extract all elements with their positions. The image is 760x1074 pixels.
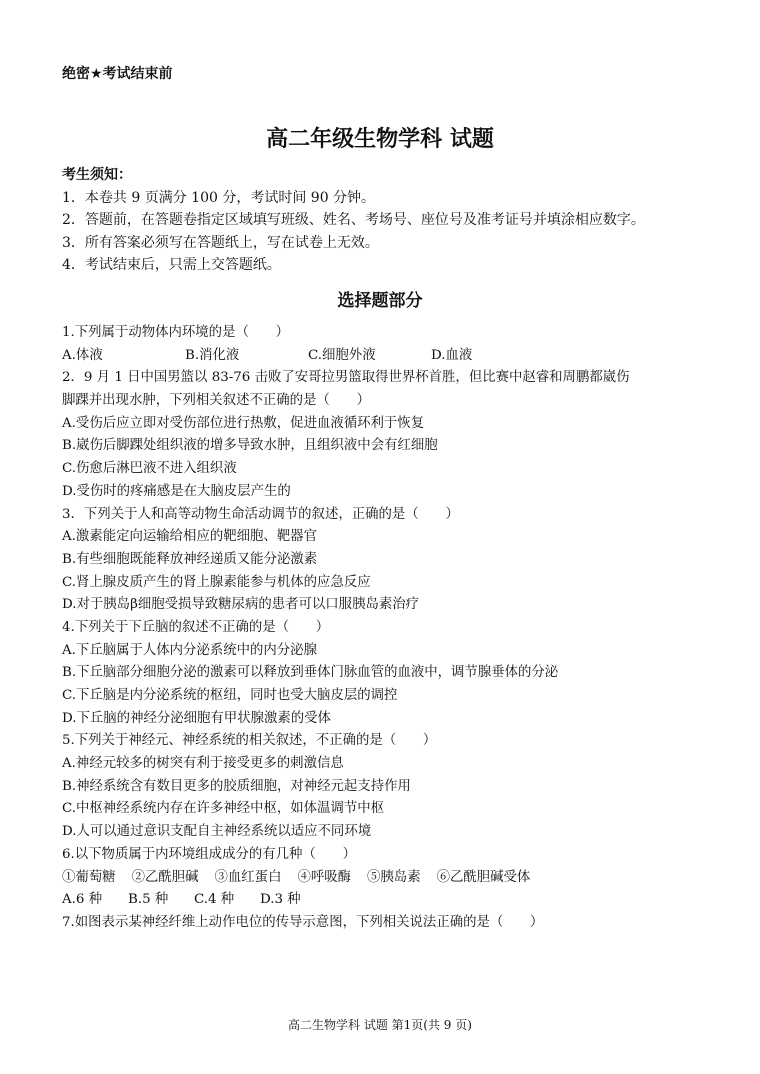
substance-item: ④呼吸酶 xyxy=(297,869,352,885)
page-footer: 高二生物学科 试题 第1页(共 9 页) xyxy=(288,1018,472,1032)
option: C.细胞外液 xyxy=(308,347,376,363)
option: C.伤愈后淋巴液不进入组织液 xyxy=(62,461,237,477)
substance-item: ③血红蛋白 xyxy=(214,869,282,885)
option: D.受伤时的疼痛感是在大脑皮层产生的 xyxy=(62,483,291,499)
option: A.下丘脑属于人体内分泌系统中的内分泌腺 xyxy=(62,642,317,658)
question-options xyxy=(62,345,712,368)
option: D.血液 xyxy=(431,347,473,363)
option: A.体液 xyxy=(62,347,103,363)
option: A.6 种 xyxy=(62,892,103,908)
question-stem: 7.如图表示某神经纤维上动作电位的传导示意图，下列相关说法正确的是（ ） xyxy=(62,914,544,930)
question-list xyxy=(62,322,712,935)
question-stem: 1.下列属于动物体内环境的是（ ） xyxy=(62,325,290,340)
option: A.神经元较多的树突有利于接受更多的刺激信息 xyxy=(62,756,344,772)
question-stem: 脚踝并出现水肿，下列相关叙述不正确的是（ ） xyxy=(62,393,370,409)
option: B.有些细胞既能释放神经递质又能分泌激素 xyxy=(62,551,318,567)
substance-item: ⑤胰岛素 xyxy=(367,869,421,885)
substance-item: ⑥乙酰胆碱受体 xyxy=(436,869,531,885)
option: B.崴伤后脚踝处组织液的增多导致水肿，且组织液中会有红细胞 xyxy=(62,438,438,454)
option: A.激素能定向运输给相应的靶细胞、靶器官 xyxy=(62,529,317,545)
notice-item: 1．本卷共 9 页满分 100 分，考试时间 90 分钟。 xyxy=(62,189,376,206)
option: D.下丘脑的神经分泌细胞有甲状腺激素的受体 xyxy=(62,710,331,726)
option: B.5 种 xyxy=(128,892,169,908)
substance-item: ①葡萄糖 xyxy=(62,869,116,885)
confidential-label: 绝密★考试结束前 xyxy=(62,66,173,82)
notice-item: 3．所有答案必须写在答题纸上，写在试卷上无效。 xyxy=(62,234,379,251)
question-stem: 4.下列关于下丘脑的叙述不正确的是（ ） xyxy=(62,619,330,635)
question-options xyxy=(62,889,712,912)
notice-heading: 考生须知： xyxy=(62,167,132,183)
exam-notice xyxy=(62,164,712,277)
option: B.消化液 xyxy=(185,347,240,363)
question-stem: 5.下列关于神经元、神经系统的相关叙述，不正确的是（ ） xyxy=(62,733,437,749)
section-title: 选择题部分 xyxy=(337,291,423,311)
option: C.下丘脑是内分泌系统的枢纽，同时也受大脑皮层的调控 xyxy=(62,688,398,703)
option: C.中枢神经系统内存在许多神经中枢，如体温调节中枢 xyxy=(62,801,385,817)
option: C.肾上腺皮质产生的肾上腺素能参与机体的应急反应 xyxy=(62,574,371,590)
notice-item: 4．考试结束后，只需上交答题纸。 xyxy=(62,257,281,273)
option: B.下丘脑部分细胞分泌的激素可以释放到垂体门脉血管的血液中，调节腺垂体的分泌 xyxy=(62,665,559,681)
option: C.4 种 xyxy=(194,892,235,908)
question-stem: 6.以下物质属于内环境组成成分的有几种（ ） xyxy=(62,846,356,862)
notice-item: 2．答题前，在答题卷指定区域填写班级、姓名、考场号、座位号及准考证号并填涂相应数字。 xyxy=(62,212,645,228)
substance-list xyxy=(62,867,712,890)
question-stem: 3．下列关于人和高等动物生命活动调节的叙述，正确的是（ ） xyxy=(62,506,459,522)
option: B.神经系统含有数目更多的胶质细胞，对神经元起支持作用 xyxy=(62,778,411,794)
option: D.对于胰岛β细胞受损导致糖尿病的患者可以口服胰岛素治疗 xyxy=(62,597,420,613)
page-title: 高二年级生物学科 试题 xyxy=(266,127,494,152)
option: D.3 种 xyxy=(260,892,301,908)
question-stem: 2．9 月 1 日中国男篮以 83-76 击败了安哥拉男篮取得世界杯首胜，但比赛中赵睿和周鹏都崴伤 xyxy=(62,370,630,386)
option: A.受伤后应立即对受伤部位进行热敷，促进血液循环利于恢复 xyxy=(62,415,425,431)
substance-item: ②乙酰胆碱 xyxy=(131,869,199,885)
option: D.人可以通过意识支配自主神经系统以适应不同环境 xyxy=(62,824,372,840)
